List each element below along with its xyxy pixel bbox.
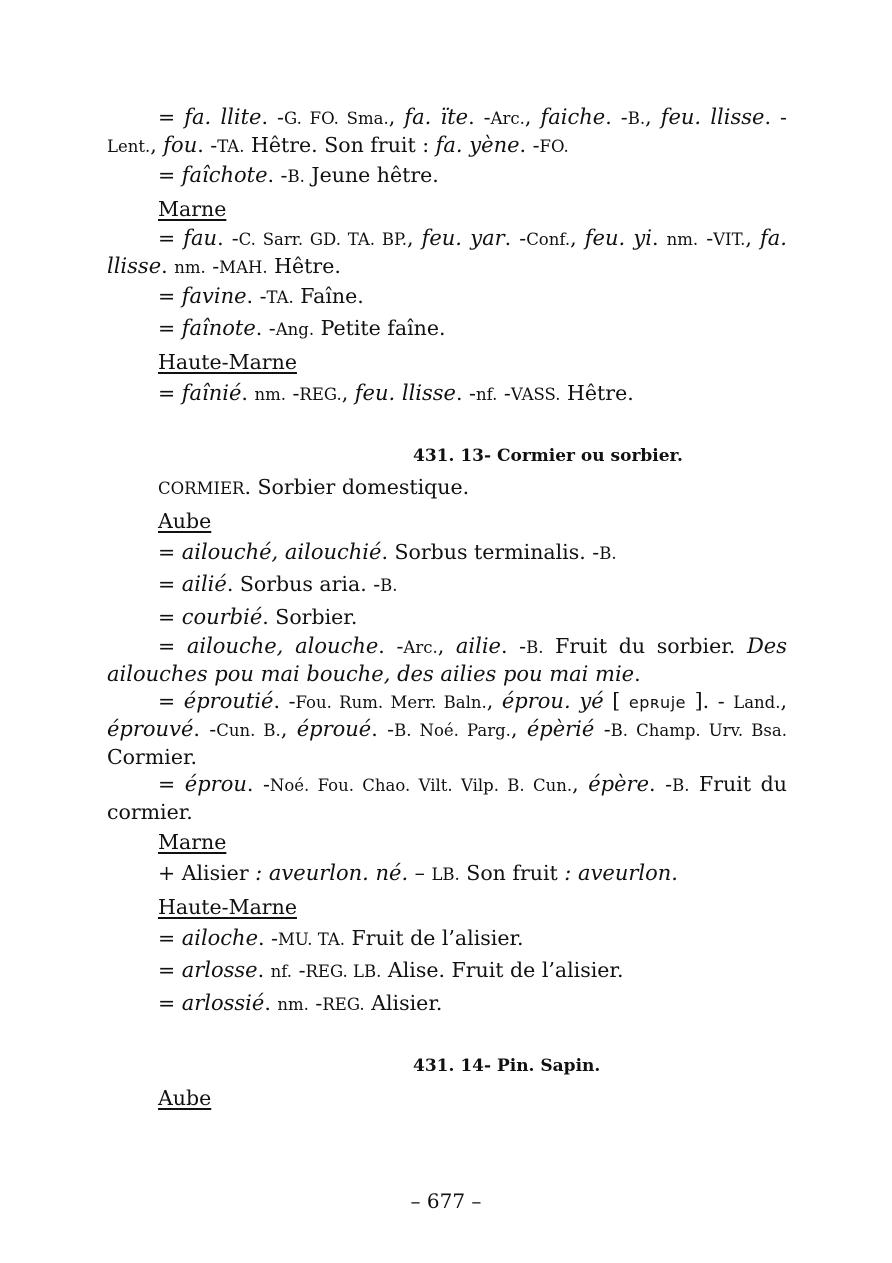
section-gap <box>107 1020 787 1051</box>
entry-eprou: = éprou. -Noé. Fou. Chao. Vilt. Vilp. B. Cun., épère. -B. Fruit du cormier. <box>107 772 787 824</box>
entry-fainote: = faînote. -Ang. Petite faîne. <box>158 316 446 340</box>
entry-alisier: + Alisier : aveurlon. né. – LB. Son fruit : aveurlon. <box>158 861 678 885</box>
region-heading-aube: Aube <box>158 1086 212 1110</box>
entry-favine: = favine. -TA. Faîne. <box>158 283 364 308</box>
entry-cormier: CORMIER. Sorbier domestique. <box>158 475 470 499</box>
entry-fainie: = faînié. nm. -REG., feu. llisse. -nf. -VASS. Hêtre. <box>158 380 634 405</box>
section-gap <box>107 410 787 441</box>
entry-ailouche: = ailouché, ailouchié. Sorbus terminalis. -B. <box>158 539 617 564</box>
section-heading-cormier: 431. 13- Cormier ou sorbier. <box>413 446 683 466</box>
region-heading-aube: Aube <box>158 508 212 533</box>
entry-courbie: = courbié. Sorbier. <box>158 604 358 629</box>
page-number: – 677 – <box>410 1189 482 1213</box>
region-heading-marne: Marne <box>158 196 227 221</box>
entry-ailie: = ailié. Sorbus aria. -B. <box>158 572 398 596</box>
region-heading-marne: Marne <box>158 830 227 854</box>
entry-fa-llite: = fa. llite. -G. FO. Sma., fa. ïte. -Arc., faiche. -B., feu. llisse. - Lent., fou. -TA. Hêtre. Son fruit : fa. yène. -FO. <box>107 105 787 157</box>
entry-fau: = fau. -C. Sarr. GD. TA. BP., feu. yar. -Conf., feu. yi. nm. -VIT., fa. llisse. nm. -MAH. Hêtre. <box>107 225 787 278</box>
region-heading-haute-marne: Haute-Marne <box>158 349 297 374</box>
entry-eproutie: = éproutié. -Fou. Rum. Merr. Baln., éprou. yé [ epʀuje ]. - Land., éprouvé. -Cun. B., éproué. -B. Noé. Parg., épèrié -B. Champ. Urv. Bsa. Cormier. <box>107 689 787 769</box>
region-heading-haute-marne: Haute-Marne <box>158 894 297 919</box>
entry-ailoche: = ailoche. -MU. TA. Fruit de l’alisier. <box>158 925 524 950</box>
phonetic-transcription: epʀuje <box>628 693 686 712</box>
entry-arlosse: = arlosse. nf. -REG. LB. Alise. Fruit de l’alisier. <box>158 958 624 982</box>
entry-arlossie: = arlossié. nm. -REG. Alisier. <box>158 990 443 1015</box>
entry-ailouche-fruit: = ailouche, alouche. -Arc., ailie. -B. Fruit du sorbier. Des ailouches pou mai bouche, des ailies pou mai mie. <box>107 634 788 686</box>
entry-faichote: = faîchote. -B. Jeune hêtre. <box>158 163 439 187</box>
section-heading-pin: 431. 14- Pin. Sapin. <box>413 1056 601 1076</box>
page-body <box>107 104 787 1114</box>
